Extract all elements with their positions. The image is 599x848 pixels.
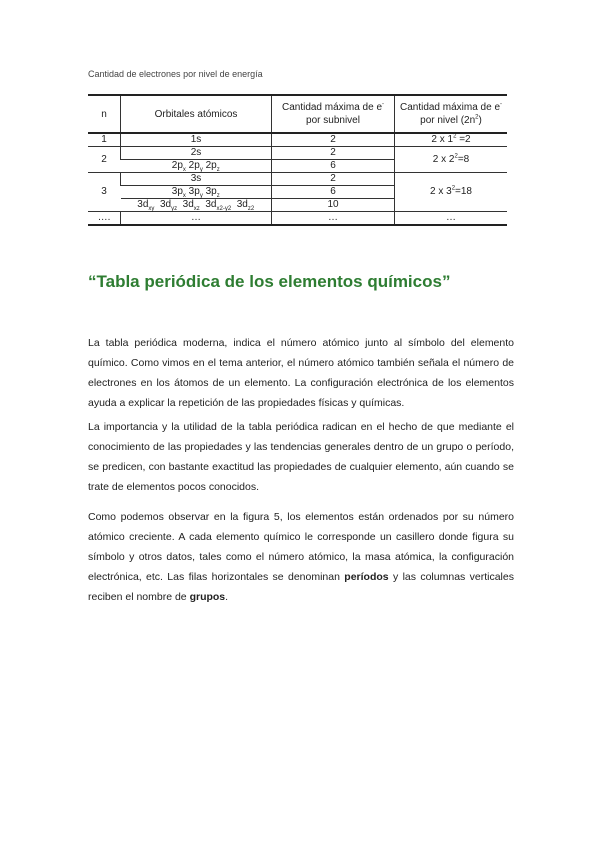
cell-max-sublevel: …: [272, 212, 395, 226]
cell-n: ….: [88, 212, 121, 226]
cell-max-level: …: [395, 212, 508, 226]
cell-orbital: $3p_x$ $3p_y$ $3p_z$: [121, 186, 272, 199]
cell-orbital: $3d_{xy}$ $3d_{yz}$ $3d_{xz}$ $3d_{x2-y2}$ $3d_{z2}$: [121, 199, 272, 212]
table-row: [88, 133, 507, 147]
cell-orbital: 3s: [121, 173, 272, 186]
section-heading: “Tabla periódica de los elementos químicos”: [88, 272, 451, 291]
cell-max-sublevel: 6: [272, 160, 395, 173]
cell-max-sublevel: 2: [272, 133, 395, 147]
cell-n: 3: [88, 173, 121, 212]
bold-term-grupos: grupos: [189, 590, 226, 603]
cell-max-level: 2 x $3^2=18$: [395, 173, 508, 212]
cell-orbital: …: [121, 212, 272, 226]
header-orbitals: Orbitales atómicos: [121, 95, 272, 133]
paragraph: La importancia y la utilidad de la tabla periódica radican en el hecho de que mediante el conocimiento de las propiedades y las tendencias generales dentro de un grupo o período, se predicen, con bastante exactitud las propiedades de cualquier elemento, aún cuando se trate de elementos pocos conocidos.: [88, 420, 514, 493]
cell-orbital: 2s: [121, 147, 272, 160]
electrons-per-level-table: [88, 94, 507, 226]
table-row: [88, 212, 507, 226]
table-header-row: [88, 95, 507, 133]
cell-orbital: $2p_x$ $2p_y$ $2p_z$: [121, 160, 272, 173]
table-caption: Cantidad de electrones por nivel de energía: [88, 69, 263, 79]
cell-max-sublevel: 6: [272, 186, 395, 199]
cell-max-sublevel: 10: [272, 199, 395, 212]
cell-orbital: 1s: [121, 133, 272, 147]
cell-n: 1: [88, 133, 121, 147]
table-row: [88, 147, 507, 160]
cell-max-sublevel: 2: [272, 173, 395, 186]
bold-term-periodos: períodos: [344, 570, 389, 583]
header-max-per-level: Cantidad máxima de e- por nivel $(2n^2)$: [395, 95, 508, 133]
cell-max-level: 2 x $2^2=8$: [395, 147, 508, 173]
table-row: [88, 173, 507, 186]
paragraph: Como podemos observar en la figura 5, los elementos están ordenados por su número atómico creciente. A cada elemento químico le corresponde un casillero donde figura su símbolo y otros datos, tales como el número atómico, la masa atómica, la configuración electrónica, etc. Las filas horizontales se denominan períodos y las columnas verticales reciben el nombre de grupos.: [88, 510, 514, 603]
cell-n: 2: [88, 147, 121, 173]
cell-max-level: 2 x $1^2 =2$: [395, 133, 508, 147]
header-max-per-sublevel: Cantidad máxima de e- por subnivel: [272, 95, 395, 133]
cell-max-sublevel: 2: [272, 147, 395, 160]
paragraph: La tabla periódica moderna, indica el número atómico junto al símbolo del elemento químico. Como vimos en el tema anterior, el número atómico también señala el número de electrones en los átomos de un elemento. La configuración electrónica de los elementos ayuda a explicar la repetición de las propiedades físicas y químicas.: [88, 336, 514, 409]
header-n: n: [88, 95, 121, 133]
